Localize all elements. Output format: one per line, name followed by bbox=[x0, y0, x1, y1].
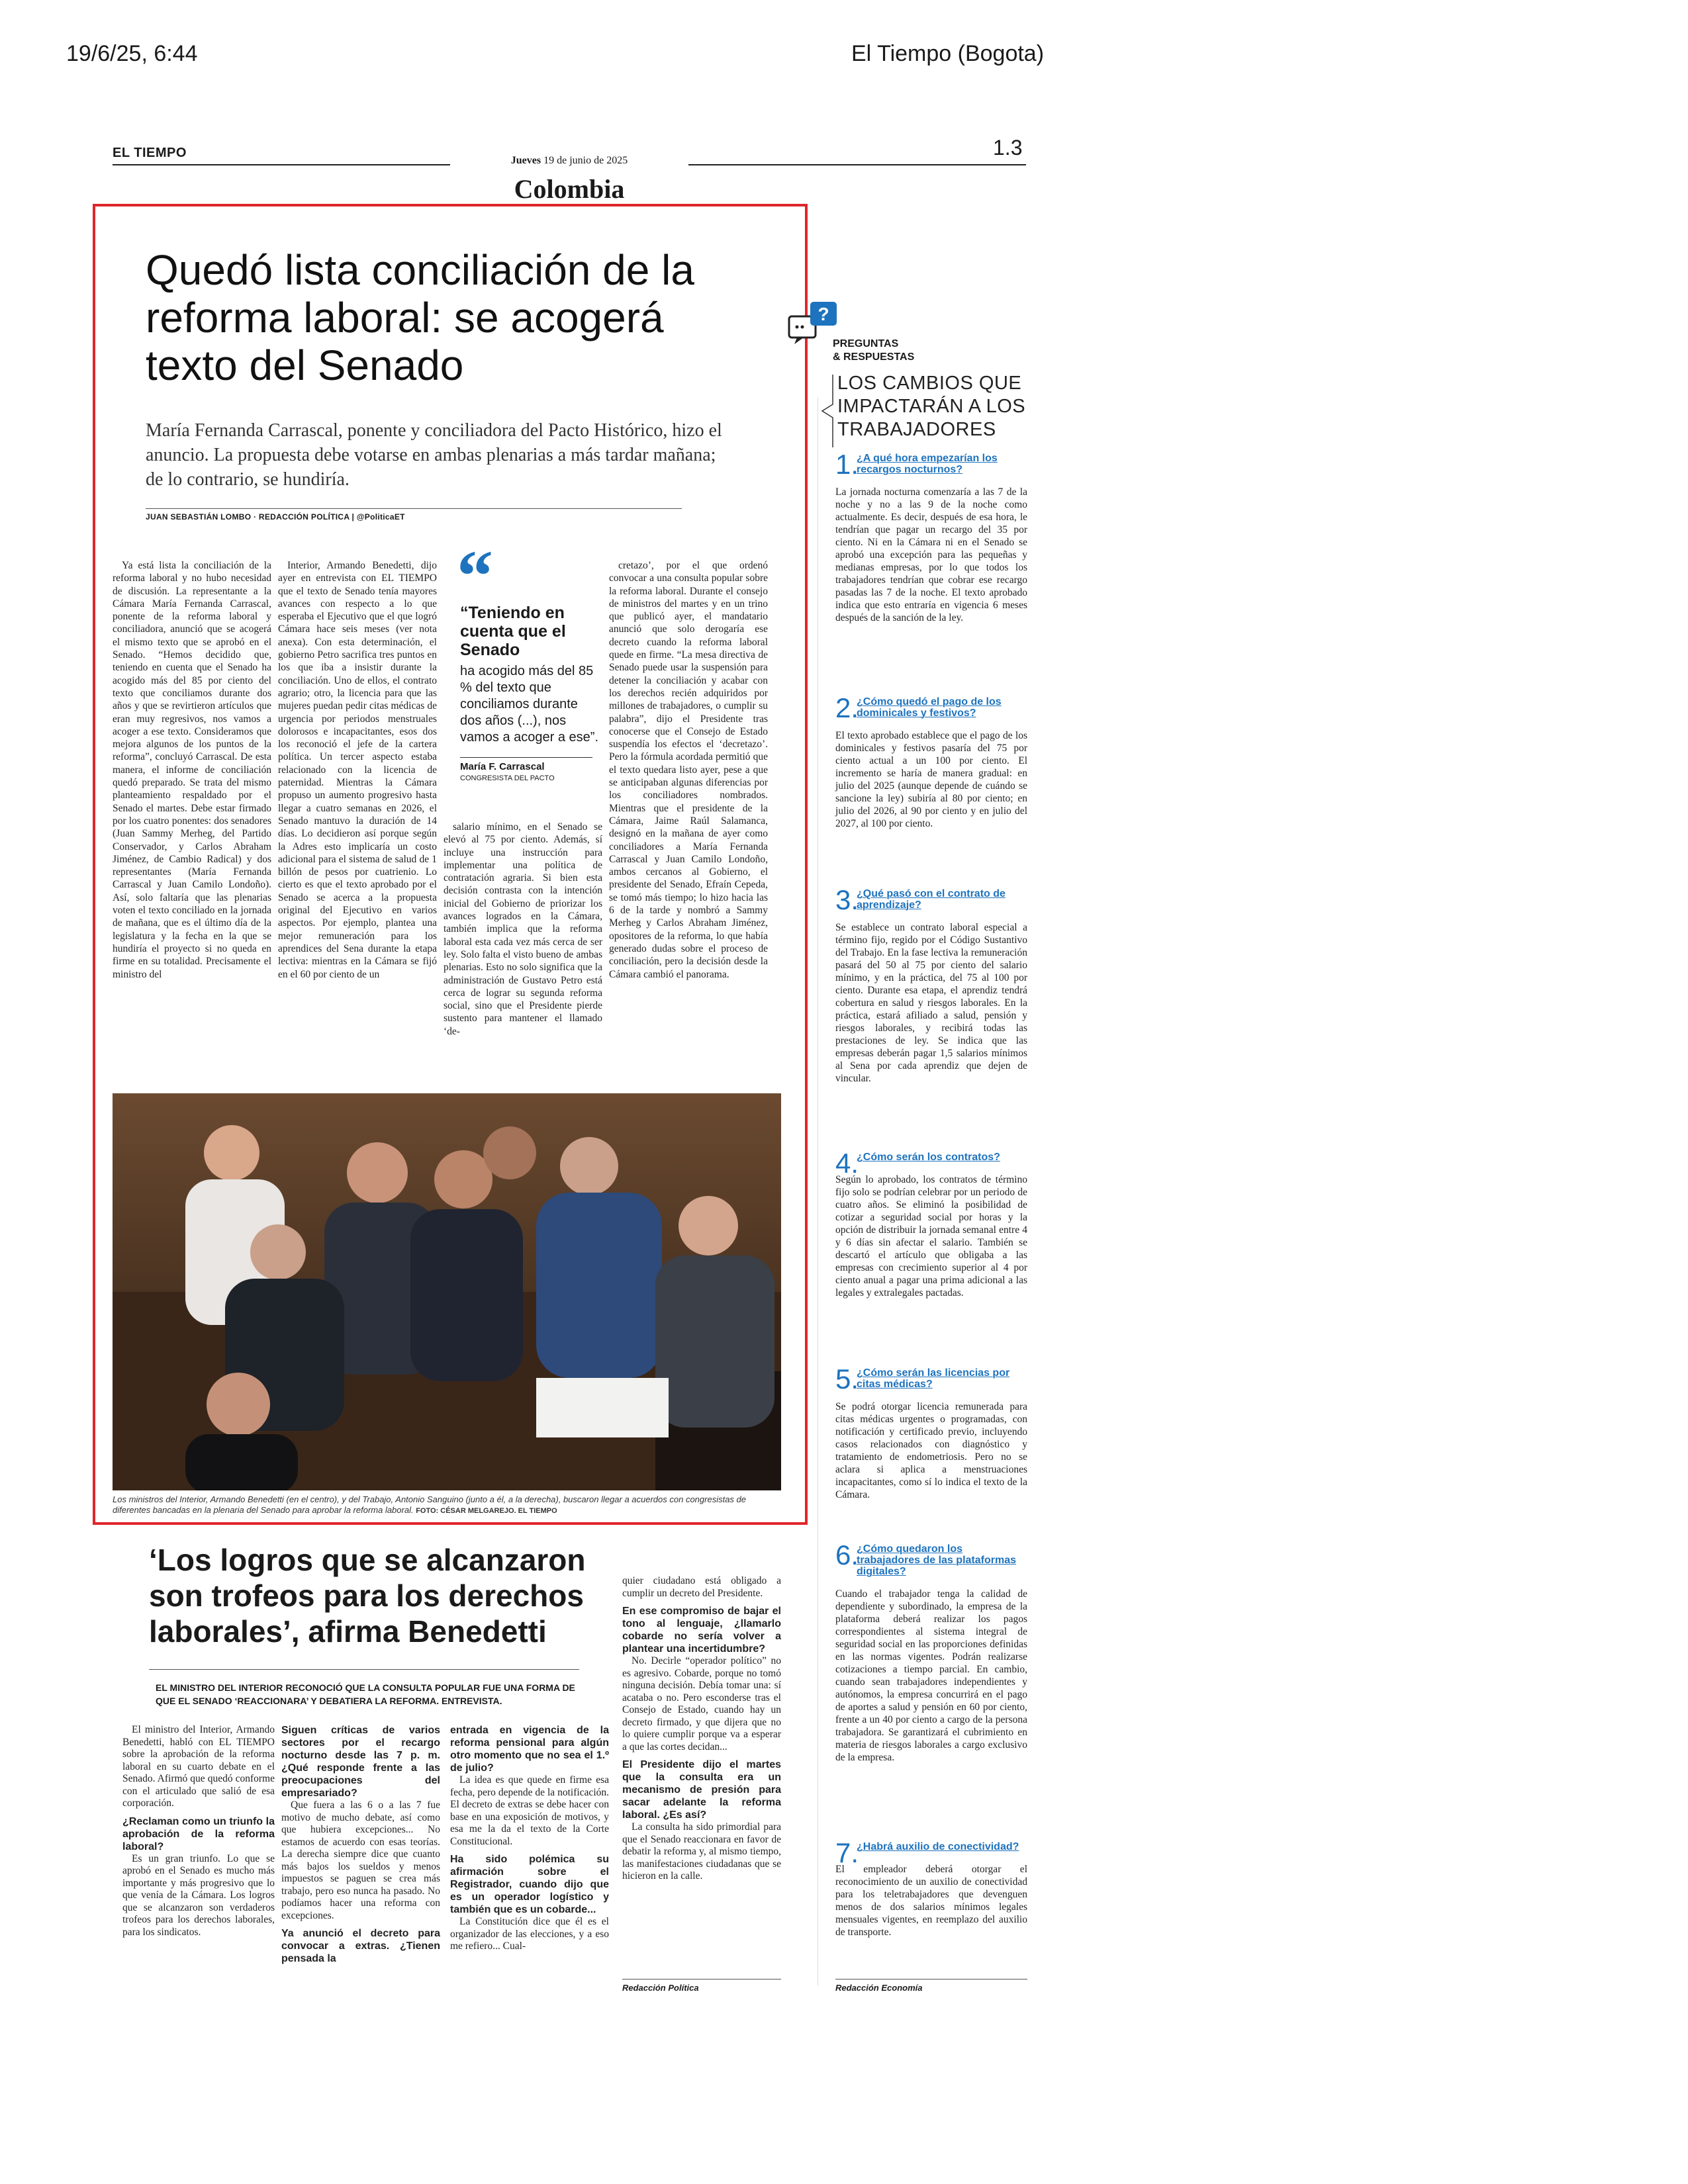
interview-question: entrada en vigencia de la reforma pensional para algún otro momento que no sea el 1.º de julio? bbox=[450, 1725, 609, 1774]
page-number: 1.3 bbox=[993, 136, 1023, 159]
main-column-3-text: salario mínimo, en el Senado se elevó al 75 por ciento. Además, sí incluye una instrucción para implementar una política de contratación agraria. Si bien esta decisión contrasta con la intención inicial del Gobierno de priorizar los avances logrados en la Cámara, también implica que la reforma laboral esta cada vez más cerca de ser ley. Solo falta el visto bueno de ambas plenarias. Esto no solo significa que la administración de Gustavo Petro está cerca de lograr su segunda reforma social, sino que el Presidente pierde sustento para mantener el llamado ‘de- bbox=[444, 821, 602, 1037]
main-column-4 bbox=[609, 559, 768, 981]
interview-paragraph: Es un gran triunfo. Lo que se aprobó en el Senado es mucho más importante y más progresivo que lo que venía de la Cámara. Los logros que se alcanzaron son verdaderos trofeos para los derechos laborales, para los sindicatos. bbox=[122, 1852, 275, 1938]
interview-question: Ya anunció el decreto para convocar a extras. ¿Tienen pensada la bbox=[281, 1928, 440, 1964]
qa-question: ¿Cómo serán las licencias por citas médicas? bbox=[857, 1367, 1010, 1390]
qa-question: ¿A qué hora empezarían los recargos nocturnos? bbox=[857, 453, 998, 475]
second-deck: EL MINISTRO DEL INTERIOR RECONOCIÓ QUE LA CONSULTA POPULAR FUE UNA FORMA DE QUE EL SENADO ‘REACCIONARA’ Y DEBATIERA LA REFORMA. ENTREVISTA. bbox=[156, 1682, 575, 1706]
qa-answer: El empleador deberá otorgar el reconocimiento de un auxilio de conectividad para los teletrabajadores que devenguen menos de dos salarios mínimos legales mensuales vigentes, en reemplazo del auxilio de transporte. bbox=[835, 1864, 1027, 1938]
interview-paragraph: La consulta ha sido primordial para que el Senado reaccionara en favor de debatir la reforma y, al mismo tiempo, las manifestaciones ciudadanas que se hicieron en la calle. bbox=[622, 1821, 781, 1882]
section-title: Colombia bbox=[514, 174, 625, 204]
qa-number: 1. bbox=[835, 449, 859, 480]
interview-question: En ese compromiso de bajar el tono al lenguaje, ¿llamarlo cobarde no sería volver a plantear una incertidumbre? bbox=[622, 1606, 781, 1655]
sidebar-kicker-line-2: & RESPUESTAS bbox=[833, 351, 915, 363]
qa-question: ¿Habrá auxilio de conectividad? bbox=[857, 1841, 1019, 1852]
interview-column-2 bbox=[281, 1724, 440, 1965]
main-deck: María Fernanda Carrascal, ponente y conciliadora del Pacto Histórico, hizo el anuncio. La propuesta debe votarse en ambas plenarias a más tardar mañana; de lo contrario, se hundiría. bbox=[146, 420, 722, 490]
pull-quote-role: CONGRESISTA DEL PACTO bbox=[460, 774, 555, 782]
qa-item-5 bbox=[835, 1363, 1027, 1501]
qa-item-4 bbox=[835, 1150, 1027, 1299]
qa-number: 2. bbox=[835, 692, 859, 723]
main-column-2-text: Interior, Armando Benedetti, dijo ayer en entrevista con EL TIEMPO que el texto de Senado tenía mayores avances con respecto a lo que esperaba el Ejecutivo que el que logró Cámara hace seis meses (ver nota anexa). Con esta determinación, el gobierno Petro sacrifica tres puntos en los que iba a insistir durante la conciliación. Uno de ellos, el contrato agrario; otro, la licencia para que las mujeres puedan pedir citas médicas de urgencia por periodos menstruales dolorosos e incapacitantes, esos dos los reconoció el jefe de la cartera política. Un tercer aspecto estaba relacionado con la licencia de paternidad. Mientras la Cámara propuso un aumento progresivo hasta llegar a cuatro semanas en 2026, el Senado mantuvo la duración de 14 días. Lo decidieron así porque según la Adres esto implicaría un costo adicional para el sistema de salud de 1 billón de pesos por cuatrienio. Lo cierto es que el texto aprobado por el Senado se acerca a la propuesta original del Ejecutivo en varios aspectos. Por ejemplo, plantea una mejor remuneración para los aprendices del Sena durante la etapa lectiva: mientras en la Cámara se fijó en el 60 por ciento de un bbox=[278, 560, 437, 980]
interview-column-1 bbox=[122, 1724, 275, 1938]
sidebar-title: LOS CAMBIOS QUE IMPACTARÁN A LOS TRABAJADORES bbox=[837, 373, 1026, 440]
pull-quote-rule bbox=[460, 757, 592, 758]
qa-answer: La jornada nocturna comenzaría a las 7 de la noche y no a las 9 de la noche como actualmente. Es decir, después de esa hora, le tendrían que pagar un recargo del 35 por ciento. Ni en la Cámara ni en el Senado se aprobó una excepción para las pequeñas y medianas empresas, por lo que todos los trabajadores tendrían que cobrar ese recargo pasadas las 7 de la noche. El texto aprobado indica que esto entraría en vigencia 6 meses después de la sanción de la ley. bbox=[835, 486, 1027, 623]
interview-column-4 bbox=[622, 1575, 781, 1883]
interview-paragraph: El ministro del Interior, Armando Benedetti, habló con EL TIEMPO sobre la aprobación de la reforma laboral en su cuarto debate en el Senado. Afirmó que quedó conforme con el articulado que salió de esa corporación. bbox=[122, 1724, 275, 1809]
qa-answer: Se podrá otorgar licencia remunerada para citas médicas urgentes o programadas, con notificación y certificado previo, incluyendo casos relacionados con diagnóstico y tratamiento de endometriosis. Pero no se aclara si aplica a menstruaciones incapacitantes, como sí lo indica el texto de la Cámara. bbox=[835, 1401, 1027, 1500]
masthead-date bbox=[463, 155, 675, 167]
qa-item-3 bbox=[835, 884, 1027, 1085]
masthead-date-day: Jueves bbox=[510, 155, 541, 166]
main-column-4-text: cretazo’, por el que ordenó convocar a una consulta popular sobre la reforma laboral. Durante el consejo de ministros del martes y en un trino que publicó ayer, el mandatario anunció que solo derogaría ese decreto cuando la reforma laboral quede en firme. “La mesa directiva de Senado puede usar la suspensión para detener la conciliación y acabar con los derechos recién adquiridos por millones de trabajadores, o cumplir su palabra”, dijo el Presidente tras conocerse que el Consejo de Estado suspendía los efectos el ‘decretazo’. Pero la fórmula acordada permitió que el texto quedara listo ayer, pese a que se anticipaban algunas diferencias por los conciliadores nombrados. Mientras que el presidente de la Cámara, Jaime Raúl Salamanca, designó en la mañana de ayer como conciliadores a María Fernanda Carrascal y Juan Camilo Londoño, ambos cercanos al Gobierno, el presidente del Senado, Efraín Cepeda, se tomó más tiempo; lo hizo hacia las 6 de la tarde y nombró a Sammy Merheg y Carlos Abraham Jiménez, opositores de la reforma, lo que había generado dudas sobre el proceso de conciliación, pero la decisión desde la Cámara cambió el panorama. bbox=[609, 560, 768, 980]
sidebar-bracket-icon bbox=[820, 375, 835, 447]
interview-column-3 bbox=[450, 1724, 609, 1953]
news-photo-illustration bbox=[113, 1093, 781, 1490]
pull-quote-author: María F. Carrascal bbox=[460, 761, 545, 772]
photo-caption bbox=[113, 1494, 781, 1516]
qa-number: 6. bbox=[835, 1539, 859, 1570]
qa-item-7 bbox=[835, 1837, 1027, 1938]
interview-paragraph: quier ciudadano está obligado a cumplir un decreto del Presidente. bbox=[622, 1575, 781, 1599]
interview-question: El Presidente dijo el martes que la consulta era un mecanismo de presión para sacar adelante la reforma laboral. ¿Es así? bbox=[622, 1759, 781, 1821]
qa-question: ¿Cómo quedaron los trabajadores de las plataformas digitales? bbox=[857, 1543, 1016, 1577]
interview-paragraph: La idea es que quede en firme esa fecha, pero depende de la notificación. El decreto de extras se debe hacer con base en una exposición de motivos, y esa me la da el texto de la Corte Constitucional. bbox=[450, 1774, 609, 1847]
pull-quote-body: ha acogido más del 85 % del texto que conciliamos durante dos años (...), nos vamos a acoger a ese”. bbox=[460, 664, 598, 745]
qa-number: 4. bbox=[835, 1148, 859, 1179]
qa-item-2 bbox=[835, 692, 1027, 830]
byline: JUAN SEBASTIÁN LOMBO · REDACCIÓN POLÍTICA | @PoliticaET bbox=[146, 512, 405, 522]
main-headline: Quedó lista conciliación de la reforma laboral: se acogerá texto del Senado bbox=[146, 246, 694, 389]
masthead-rule-left bbox=[113, 164, 450, 165]
photo-credit: FOTO: CÉSAR MELGAREJO. EL TIEMPO bbox=[416, 1507, 557, 1515]
qa-question: ¿Qué pasó con el contrato de aprendizaje? bbox=[857, 888, 1006, 911]
sidebar-kicker bbox=[833, 338, 914, 364]
sidebar-signature: Redacción Economía bbox=[835, 1983, 923, 1993]
qa-item-1 bbox=[835, 451, 1027, 624]
news-photo bbox=[113, 1093, 781, 1490]
qa-question: ¿Cómo quedó el pago de los dominicales y festivos? bbox=[857, 696, 1002, 719]
qa-number: 5. bbox=[835, 1363, 859, 1394]
interview-paragraph: La Constitución dice que él es el organizador de las elecciones, y a eso me refiero... Cual- bbox=[450, 1916, 609, 1952]
interview-question: ¿Reclaman como un triunfo la aprobación de la reforma laboral? bbox=[122, 1815, 275, 1852]
qa-question: ¿Cómo serán los contratos? bbox=[857, 1152, 1000, 1163]
print-datetime: 19/6/25, 6:44 bbox=[66, 41, 198, 66]
print-source: El Tiempo (Bogota) bbox=[851, 41, 1045, 66]
main-column-1 bbox=[113, 559, 271, 981]
qa-item-6 bbox=[835, 1539, 1027, 1764]
qa-answer: Cuando el trabajador tenga la calidad de dependiente y subordinado, la empresa de la plataforma deberá realizar los pagos correspondientes al sistema integral de seguridad social en las proporciones definidas en las normas vigentes. Podrán realizarse cotizaciones a tiempo parcial. En cambio, cuando sean trabajadores independientes y autónomos, la empresa concurrirá en el pago de aportes a salud y pensión en 60 por ciento, frente a un 40 por ciento a cargo de la persona trabajadora. Se garantizará el cubrimiento en materia de riesgos laborales a cargo exclusivo de la empresa. bbox=[835, 1588, 1027, 1763]
svg-text:?: ? bbox=[818, 304, 829, 324]
main-column-1-text: Ya está lista la conciliación de la reforma laboral y no hubo necesidad de discusión. La representante a la Cámara María Fernanda Carrascal, ponente de la reforma laboral y conciliadora, anunció que se acogerá el mismo texto que se aprobó en el Senado. “Hemos decidido que, teniendo en cuenta que el Senado ha acogido más del 85 por ciento del texto que conciliamos durante dos años y que se revirtieron artículos que eran muy regresivos, nos vamos a acoger a ese texto. Consideramos que mejora algunos de los puntos de la reforma”, concluyó Carrascal. De esta manera, el informe de conciliación quedó preparado. Se trata del mismo planteamiento respaldado por el Senado el martes. Debe estar firmado por los cuatro ponentes: dos senadores (Juan Sammy Merheg, del Partido Conservador, y Carlos Abraham Jiménez, de Cambio Radical) y dos representantes (María Fernanda Carrascal y Juan Camilo Londoño). Así, solo faltaría que las plenarias voten el texto conciliado en la jornada de mañana, que es el último día de la legislatura y la fecha en la que se hundiría el proyecto si no queda en firme en su totalidad. Precisamente el ministro del bbox=[113, 560, 271, 980]
qa-number: 3. bbox=[835, 884, 859, 915]
interview-question: Ha sido polémica su afirmación sobre el Registrador, cuando dijo que es un operador logístico y también que es un cobarde... bbox=[450, 1854, 609, 1915]
second-headline: ‘Los logros que se alcanzaron son trofeos para los derechos laborales’, afirma Benedetti bbox=[149, 1543, 586, 1649]
interview-paragraph: No. Decirle “operador político” no es agresivo. Cobarde, porque no tomó ninguna decisión. Debía tomar una: sí acataba o no. Pero esconderse tras el Consejo de Estado, cuando hay un decreto firmado, y que dijera que no lo quiere cumplir porque va a esperar a que las cortes decidan... bbox=[622, 1655, 781, 1752]
main-column-3 bbox=[444, 821, 602, 1038]
newspaper-logo: EL TIEMPO bbox=[113, 146, 187, 160]
main-column-2 bbox=[278, 559, 437, 981]
interview-paragraph: Que fuera a las 6 o a las 7 fue motivo de mucho debate, así como que hubiera excepciones... No estamos de acuerdo con esas teorías. La derecha siempre dice que cuanto más bajos los sueldos y menos impuestos se paguen se crea más trabajo, pero eso nunca ha pasado. No podíamos hacer una reforma con excepciones. bbox=[281, 1799, 440, 1921]
interview-question: Siguen críticas de varios sectores por el recargo nocturno desde las 7 p. m. ¿Qué responde frente a las preocupaciones del empresariado? bbox=[281, 1725, 440, 1799]
qa-answer: Se establece un contrato laboral especial a término fijo, regido por el Código Sustantivo del Trabajo. En la fase lectiva la remuneración pasará del 50 al 75 por ciento del salario mínimo, y en la práctica, del 75 al 100 por ciento. Durante esa etapa, el aprendiz tendrá cobertura en salud y riesgos laborales. En la práctica, estará afiliado a salud, pensión y riesgos laborales, y recibirá todas las prestaciones de ley. Se indica que las empresas deberán pagar 1,5 salarios mínimos al Sena por cada aprendiz que dejen de vincular. bbox=[835, 922, 1027, 1084]
masthead-rule-right bbox=[688, 164, 1026, 165]
sidebar-kicker-line-1: PREGUNTAS bbox=[833, 338, 899, 349]
qa-answer: El texto aprobado establece que el pago de los dominicales y festivos pasaría del 75 por ciento actual a un 100 por ciento. El incremento se haría de manera gradual: en julio del 2025 (aunque depende de cuándo se sancione la ley) subiría al 80 por ciento; en julio del 2026, al 90 por ciento y en julio del 2027, al 100 por ciento. bbox=[835, 730, 1027, 829]
second-headline-rule bbox=[149, 1669, 579, 1670]
interview-signature: Redacción Política bbox=[622, 1983, 699, 1993]
byline-rule bbox=[146, 508, 682, 509]
pull-quote-lead: “Teniendo en cuenta que el Senado bbox=[460, 604, 566, 659]
photo-caption-text: Los ministros del Interior, Armando Benedetti (en el centro), y del Trabajo, Antonio Sanguino (junto a él, a la derecha), buscaron llegar a acuerdos con congresistas de diferentes bancadas en la plenaria del Senado para aprobar la reforma laboral. bbox=[113, 1494, 747, 1515]
qa-number: 7. bbox=[835, 1837, 859, 1868]
masthead-date-rest: 19 de junio de 2025 bbox=[543, 155, 628, 166]
qa-answer: Según lo aprobado, los contratos de término fijo solo se podrían celebrar por un periodo de cuatro años. Se eliminó la posibilidad de cotizar a seguridad social por horas y la opción de distribuir la jornada semanal entre 4 y 6 días sin afectar el salario. También se descartó el artículo que obligaba a las empresas con crecimiento superior al 4 por ciento anual a pagar una prima adicional a las legales y extralegales pactadas. bbox=[835, 1174, 1027, 1298]
quote-mark-icon: “ bbox=[457, 535, 493, 616]
